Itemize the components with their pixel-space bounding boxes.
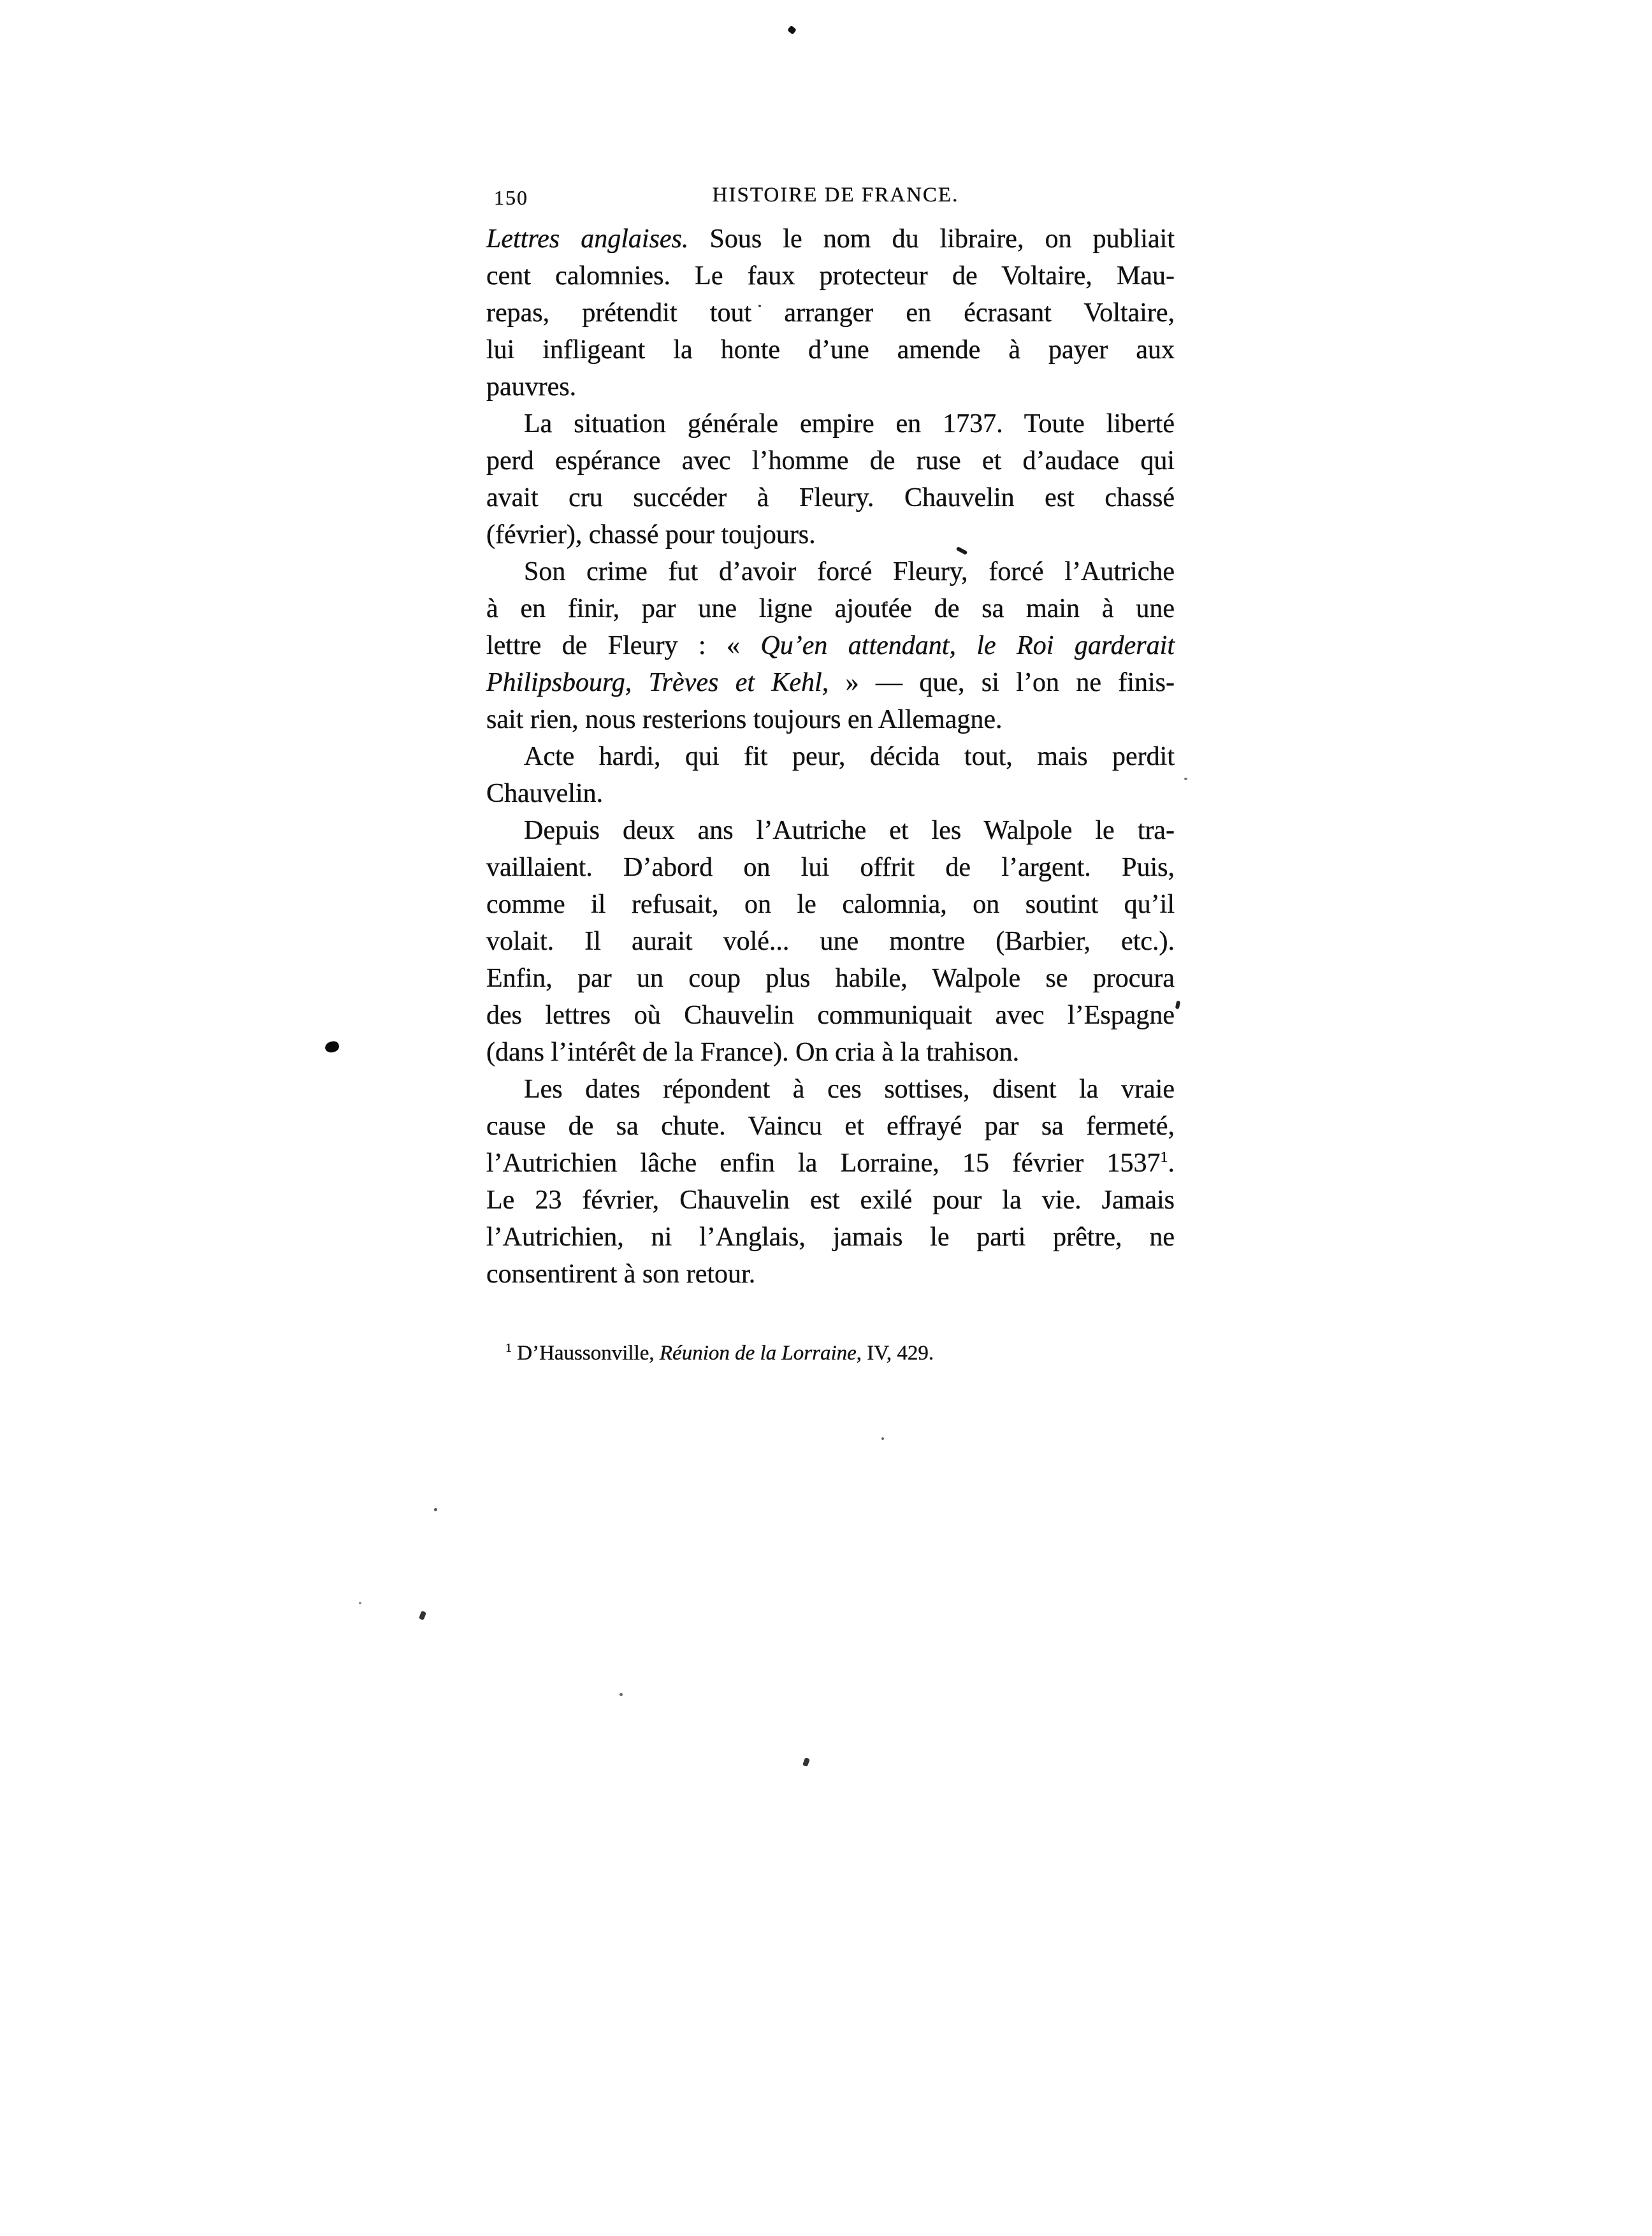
text-line [486,1145,1175,1182]
ink-speck [359,1602,361,1604]
text-segment: des lettres où Chauvelin communiquait avec l’Espagne [486,1001,1175,1030]
text-segment: cause de sa chute. Vaincu et effrayé par sa fermeté, [486,1112,1175,1141]
ink-speck [419,1611,426,1620]
body-text [486,221,1175,1293]
text-segment: (février), chassé pour toujours. [486,520,816,549]
text-line [486,1256,1175,1293]
ink-speck [1184,778,1187,780]
text-line [486,1034,1175,1071]
text-segment: comme il refusait, on le calomnia, on soutint qu’il [486,890,1175,919]
text-line [486,479,1175,516]
text-line [486,886,1175,923]
text-line [486,1182,1175,1219]
text-segment: Chauvelin. [486,779,604,808]
text-segment: volait. Il aurait volé... une montre (Barbier, etc.). [486,927,1175,956]
text-segment: Sous le nom du libraire, on publiait [688,224,1175,254]
text-line [486,701,1175,738]
text-segment: sait rien, nous resterions toujours en Allemagne. [486,705,1003,734]
text-line [486,849,1175,886]
text-line [486,923,1175,960]
text-line [486,368,1175,405]
text-segment: consentirent à son retour. [486,1260,756,1289]
text-line [486,405,1175,442]
ink-speck [787,25,797,35]
running-title: HISTOIRE DE FRANCE. [712,184,959,207]
text-line [486,960,1175,997]
text-segment: Depuis deux ans l’Autriche et les Walpole le tra- [524,816,1175,845]
text-line [486,627,1175,664]
ink-speck [434,1508,437,1511]
text-line [486,812,1175,849]
text-segment: Son crime fut d’avoir forcé Fleury, forcé l’Autriche [524,557,1175,586]
text-line [486,294,1175,331]
page-header [486,184,1175,212]
text-segment: » — que, si l’on ne finis- [829,668,1175,697]
text-segment: avait cru succéder à Fleury. Chauvelin est chassé [486,483,1175,512]
text-line [486,738,1175,775]
text-segment: lui infligeant la honte d’une amende à payer aux [486,335,1175,365]
text-segment: l’Autrichien lâche enfin la Lorraine, 15 février 1537 [486,1149,1161,1178]
text-segment: (dans l’intérêt de la France). On cria à la trahison. [486,1038,1020,1067]
footnote-marker: 1 [505,1341,512,1355]
text-segment: perd espérance avec l’homme de ruse et d’audace qui [486,446,1175,476]
footnote-work-title: Réunion de la Lorraine [659,1342,857,1365]
text-line [486,775,1175,812]
text-line [486,553,1175,590]
text-segment: l’Autrichien, ni l’Anglais, jamais le parti prêtre, ne [486,1223,1175,1252]
text-segment: Le 23 février, Chauvelin est exilé pour la vie. Jamais [486,1186,1175,1215]
footnote-author: D’Haussonville, [512,1342,660,1365]
text-line [486,516,1175,553]
text-line [486,331,1175,368]
text-segment: vaillaient. D’abord on lui offrit de l’argent. Puis, [486,853,1175,882]
text-segment: cent calomnies. Le faux protecteur de Voltaire, Mau- [486,261,1175,291]
ink-speck [324,1040,340,1054]
page-number: 150 [494,186,528,209]
footnote-reference-marker: 1 [1160,1149,1168,1166]
text-line [486,1219,1175,1256]
text-line [486,221,1175,258]
text-segment: La situation générale empire en 1737. Toute liberté [524,409,1175,439]
ink-speck [1175,1001,1181,1010]
text-line [486,442,1175,479]
text-segment: Enfin, par un coup plus habile, Walpole se procura [486,964,1175,993]
ink-speck [620,1693,623,1696]
text-segment: Les dates répondent à ces sottises, disent la vraie [524,1075,1175,1104]
text-line [486,258,1175,294]
text-segment: repas, prétendit tout arranger en écrasant Voltaire, [486,298,1175,328]
text-line [486,1108,1175,1145]
text-segment: à en finir, par une ligne ajoutée de sa main à une [486,594,1175,623]
text-line [486,664,1175,701]
text-line [486,590,1175,627]
text-segment: Acte hardi, qui fit peur, décida tout, mais perdit [524,742,1175,771]
italic-text: Lettres anglaises. [486,224,689,254]
italic-text: Philipsbourg, Trèves et Kehl, [486,668,829,697]
text-segment: lettre de Fleury : « [486,631,761,660]
text-line [486,1071,1175,1108]
ink-speck [802,1757,810,1767]
footnote-reference: , IV, 429. [856,1342,934,1365]
text-segment: . [1168,1149,1175,1178]
text-segment: pauvres. [486,372,577,402]
footnote [486,1339,1175,1368]
text-line [486,997,1175,1034]
ink-speck [881,1437,884,1440]
italic-text: Qu’en attendant, le Roi garderait [760,631,1175,660]
